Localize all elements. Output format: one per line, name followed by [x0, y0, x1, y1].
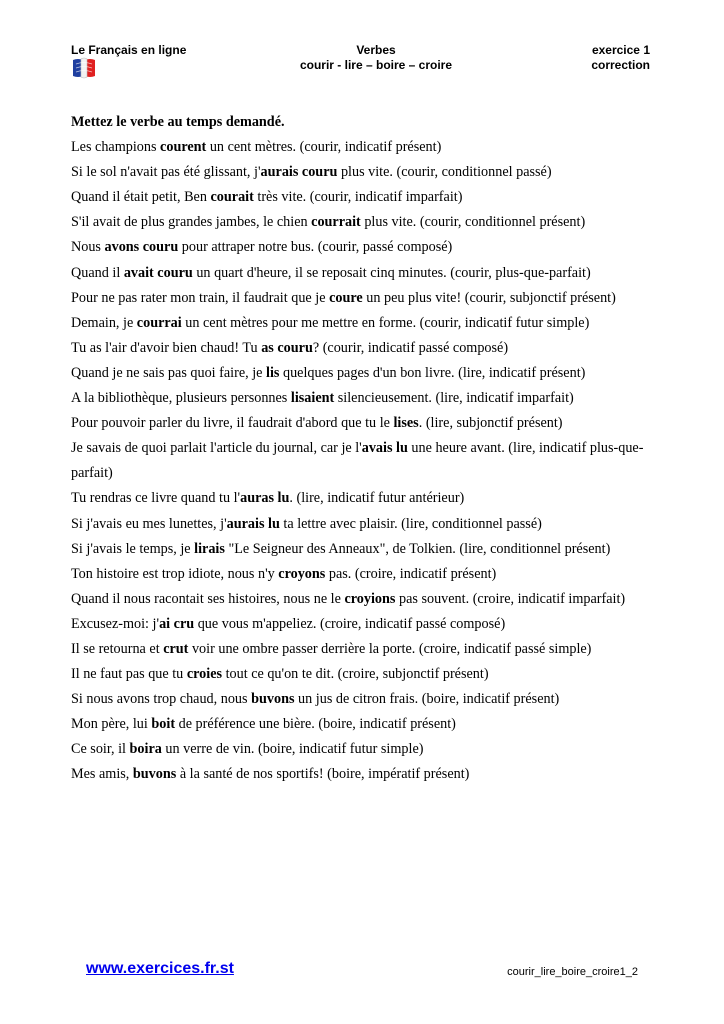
sentence-line — [71, 712, 651, 737]
answer-verb: lis — [266, 364, 280, 381]
sentence-line — [71, 612, 651, 637]
footer-file-code: courir_lire_boire_croire1_2 — [507, 966, 638, 978]
sentence-text: Pour ne pas rater mon train, il faudrait que je — [71, 289, 330, 306]
answer-verb: aurais couru — [260, 164, 338, 181]
sentence-line — [71, 662, 651, 687]
sentence-text: silencieusement. (lire, indicatif imparfait) — [334, 390, 574, 407]
sentence-text: Si j'avais eu mes lunettes, j' — [71, 515, 227, 532]
sentence-line — [71, 261, 651, 286]
answer-verb: avait couru — [123, 264, 193, 281]
sentence-line — [71, 512, 651, 537]
sentence-line — [71, 386, 651, 411]
sentence-line — [71, 687, 651, 712]
sentence-text: une heure avant. (lire, indicatif plus-que-parfait) — [71, 440, 644, 482]
sentence-line — [71, 286, 651, 311]
answer-verb: lisaient — [290, 390, 335, 407]
sentence-line — [71, 361, 651, 386]
sentence-text: plus vite. (courir, conditionnel présent) — [360, 214, 586, 231]
sentence-text: . (lire, subjonctif présent) — [418, 415, 563, 432]
sentence-text: Excusez-moi: j' — [71, 615, 160, 632]
sentence-text: Je savais de quoi parlait l'article du journal, car je l' — [71, 440, 362, 457]
answer-verb: courent — [160, 139, 207, 156]
header-right — [591, 43, 650, 73]
answer-verb: courait — [210, 189, 254, 206]
footer-website-link[interactable]: www.exercices.fr.st — [86, 960, 234, 977]
sentence-text: un peu plus vite! (courir, subjonctif présent) — [362, 289, 616, 306]
answer-verb: as couru — [261, 339, 313, 356]
answer-verb: lirais — [194, 540, 225, 557]
sentence-text: Les champions — [71, 139, 161, 156]
sentence-line — [71, 562, 651, 587]
sentence-text: S'il avait de plus grandes jambes, le chien — [71, 214, 312, 231]
sentence-text: Ton histoire est trop idiote, nous n'y — [71, 565, 279, 582]
topic-title: Verbes — [356, 43, 396, 57]
sentence-text: plus vite. (courir, conditionnel passé) — [337, 164, 552, 181]
sentence-line — [71, 235, 651, 260]
sentence-text: pas souvent. (croire, indicatif imparfait) — [395, 590, 626, 607]
sentence-text: Si le sol n'avait pas été glissant, j' — [71, 164, 261, 181]
sentence-text: ? (courir, indicatif passé composé) — [312, 339, 509, 356]
answer-verb: buvons — [132, 766, 177, 783]
sentence-text: Il se retourna et — [71, 640, 164, 657]
sentence-text: Pour pouvoir parler du livre, il faudrait d'abord que tu le — [71, 415, 394, 432]
sentence-text: très vite. (courir, indicatif imparfait) — [253, 189, 463, 206]
sentence-text: Ce soir, il — [71, 741, 130, 758]
exercise-content — [71, 110, 651, 788]
sentence-line — [71, 210, 651, 235]
sentence-text: Tu rendras ce livre quand tu l' — [71, 490, 241, 507]
sentence-text: quelques pages d'un bon livre. (lire, indicatif présent) — [279, 364, 586, 381]
sentence-list — [71, 135, 651, 787]
sentence-text: Quand il nous racontait ses histoires, nous ne le — [71, 590, 345, 607]
answer-verb: aurais lu — [226, 515, 280, 532]
sentence-line — [71, 135, 651, 160]
answer-verb: croies — [186, 666, 223, 683]
sentence-line — [71, 311, 651, 336]
sentence-text: A la bibliothèque, plusieurs personnes — [71, 390, 291, 407]
instruction-heading: Mettez le verbe au temps demandé. — [71, 114, 285, 130]
sentence-text: Mon père, lui — [71, 716, 152, 733]
sentence-text: "Le Seigneur des Anneaux", de Tolkien. (lire, conditionnel présent) — [224, 540, 611, 557]
site-name: Le Français en ligne — [71, 43, 187, 57]
sentence-text: Quand je ne sais pas quoi faire, je — [71, 364, 267, 381]
sentence-text: Si j'avais le temps, je — [71, 540, 195, 557]
sentence-text: Quand il était petit, Ben — [71, 189, 211, 206]
answer-verb: boit — [151, 716, 176, 733]
answer-verb: croyons — [278, 565, 326, 582]
sentence-text: Quand il — [71, 264, 124, 281]
sentence-text: Tu as l'air d'avoir bien chaud! Tu — [71, 339, 262, 356]
sentence-line — [71, 737, 651, 762]
french-flag-logo-icon — [72, 57, 96, 79]
sentence-line — [71, 762, 651, 787]
document-type: correction — [591, 58, 650, 72]
sentence-line — [71, 160, 651, 185]
sentence-line — [71, 587, 651, 612]
answer-verb: lises — [393, 415, 419, 432]
sentence-text: de préférence une bière. (boire, indicatif présent) — [175, 716, 456, 733]
sentence-text: un cent mètres pour me mettre en forme. (courir, indicatif futur simple) — [181, 314, 590, 331]
sentence-text: . (lire, indicatif futur antérieur) — [289, 490, 465, 507]
answer-verb: ai cru — [159, 615, 195, 632]
answer-verb: crut — [163, 640, 189, 657]
sentence-line — [71, 637, 651, 662]
sentence-text: ta lettre avec plaisir. (lire, conditionnel passé) — [279, 515, 542, 532]
answer-verb: auras lu — [240, 490, 290, 507]
sentence-text: Si nous avons trop chaud, nous — [71, 691, 252, 708]
sentence-text: pour attraper notre bus. (courir, passé composé) — [178, 239, 453, 256]
sentence-line — [71, 486, 651, 511]
header-center — [200, 43, 552, 73]
sentence-line — [71, 336, 651, 361]
sentence-line — [71, 537, 651, 562]
sentence-line — [71, 411, 651, 436]
sentence-text: Demain, je — [71, 314, 137, 331]
sentence-line — [71, 185, 651, 210]
answer-verb: courrait — [311, 214, 361, 231]
answer-verb: coure — [329, 289, 363, 306]
sentence-text: Mes amis, — [71, 766, 133, 783]
sentence-text: un verre de vin. (boire, indicatif futur simple) — [161, 741, 424, 758]
sentence-text: que vous m'appeliez. (croire, indicatif passé composé) — [194, 615, 506, 632]
answer-verb: croyions — [344, 590, 396, 607]
answer-verb: boira — [129, 741, 162, 758]
verbs-subtitle: courir - lire – boire – croire — [299, 58, 453, 72]
sentence-text: un quart d'heure, il se reposait cinq minutes. (courir, plus-que-parfait) — [192, 264, 591, 281]
answer-verb: buvons — [251, 691, 295, 708]
sentence-text: voir une ombre passer derrière la porte. (croire, indicatif passé simple) — [188, 640, 592, 657]
answer-verb: avais lu — [361, 440, 408, 457]
sentence-text: à la santé de nos sportifs! (boire, impératif présent) — [176, 766, 470, 783]
exercise-number: exercice 1 — [591, 43, 650, 57]
sentence-text: un jus de citron frais. (boire, indicatif présent) — [294, 691, 560, 708]
sentence-text: un cent mètres. (courir, indicatif présent) — [206, 139, 442, 156]
sentence-text: pas. (croire, indicatif présent) — [325, 565, 497, 582]
sentence-text: Nous — [71, 239, 105, 256]
answer-verb: avons couru — [104, 239, 179, 256]
sentence-text: Il ne faut pas que tu — [71, 666, 187, 683]
sentence-text: tout ce qu'on te dit. (croire, subjonctif présent) — [222, 666, 489, 683]
sentence-line — [71, 436, 651, 486]
answer-verb: courrai — [136, 314, 182, 331]
